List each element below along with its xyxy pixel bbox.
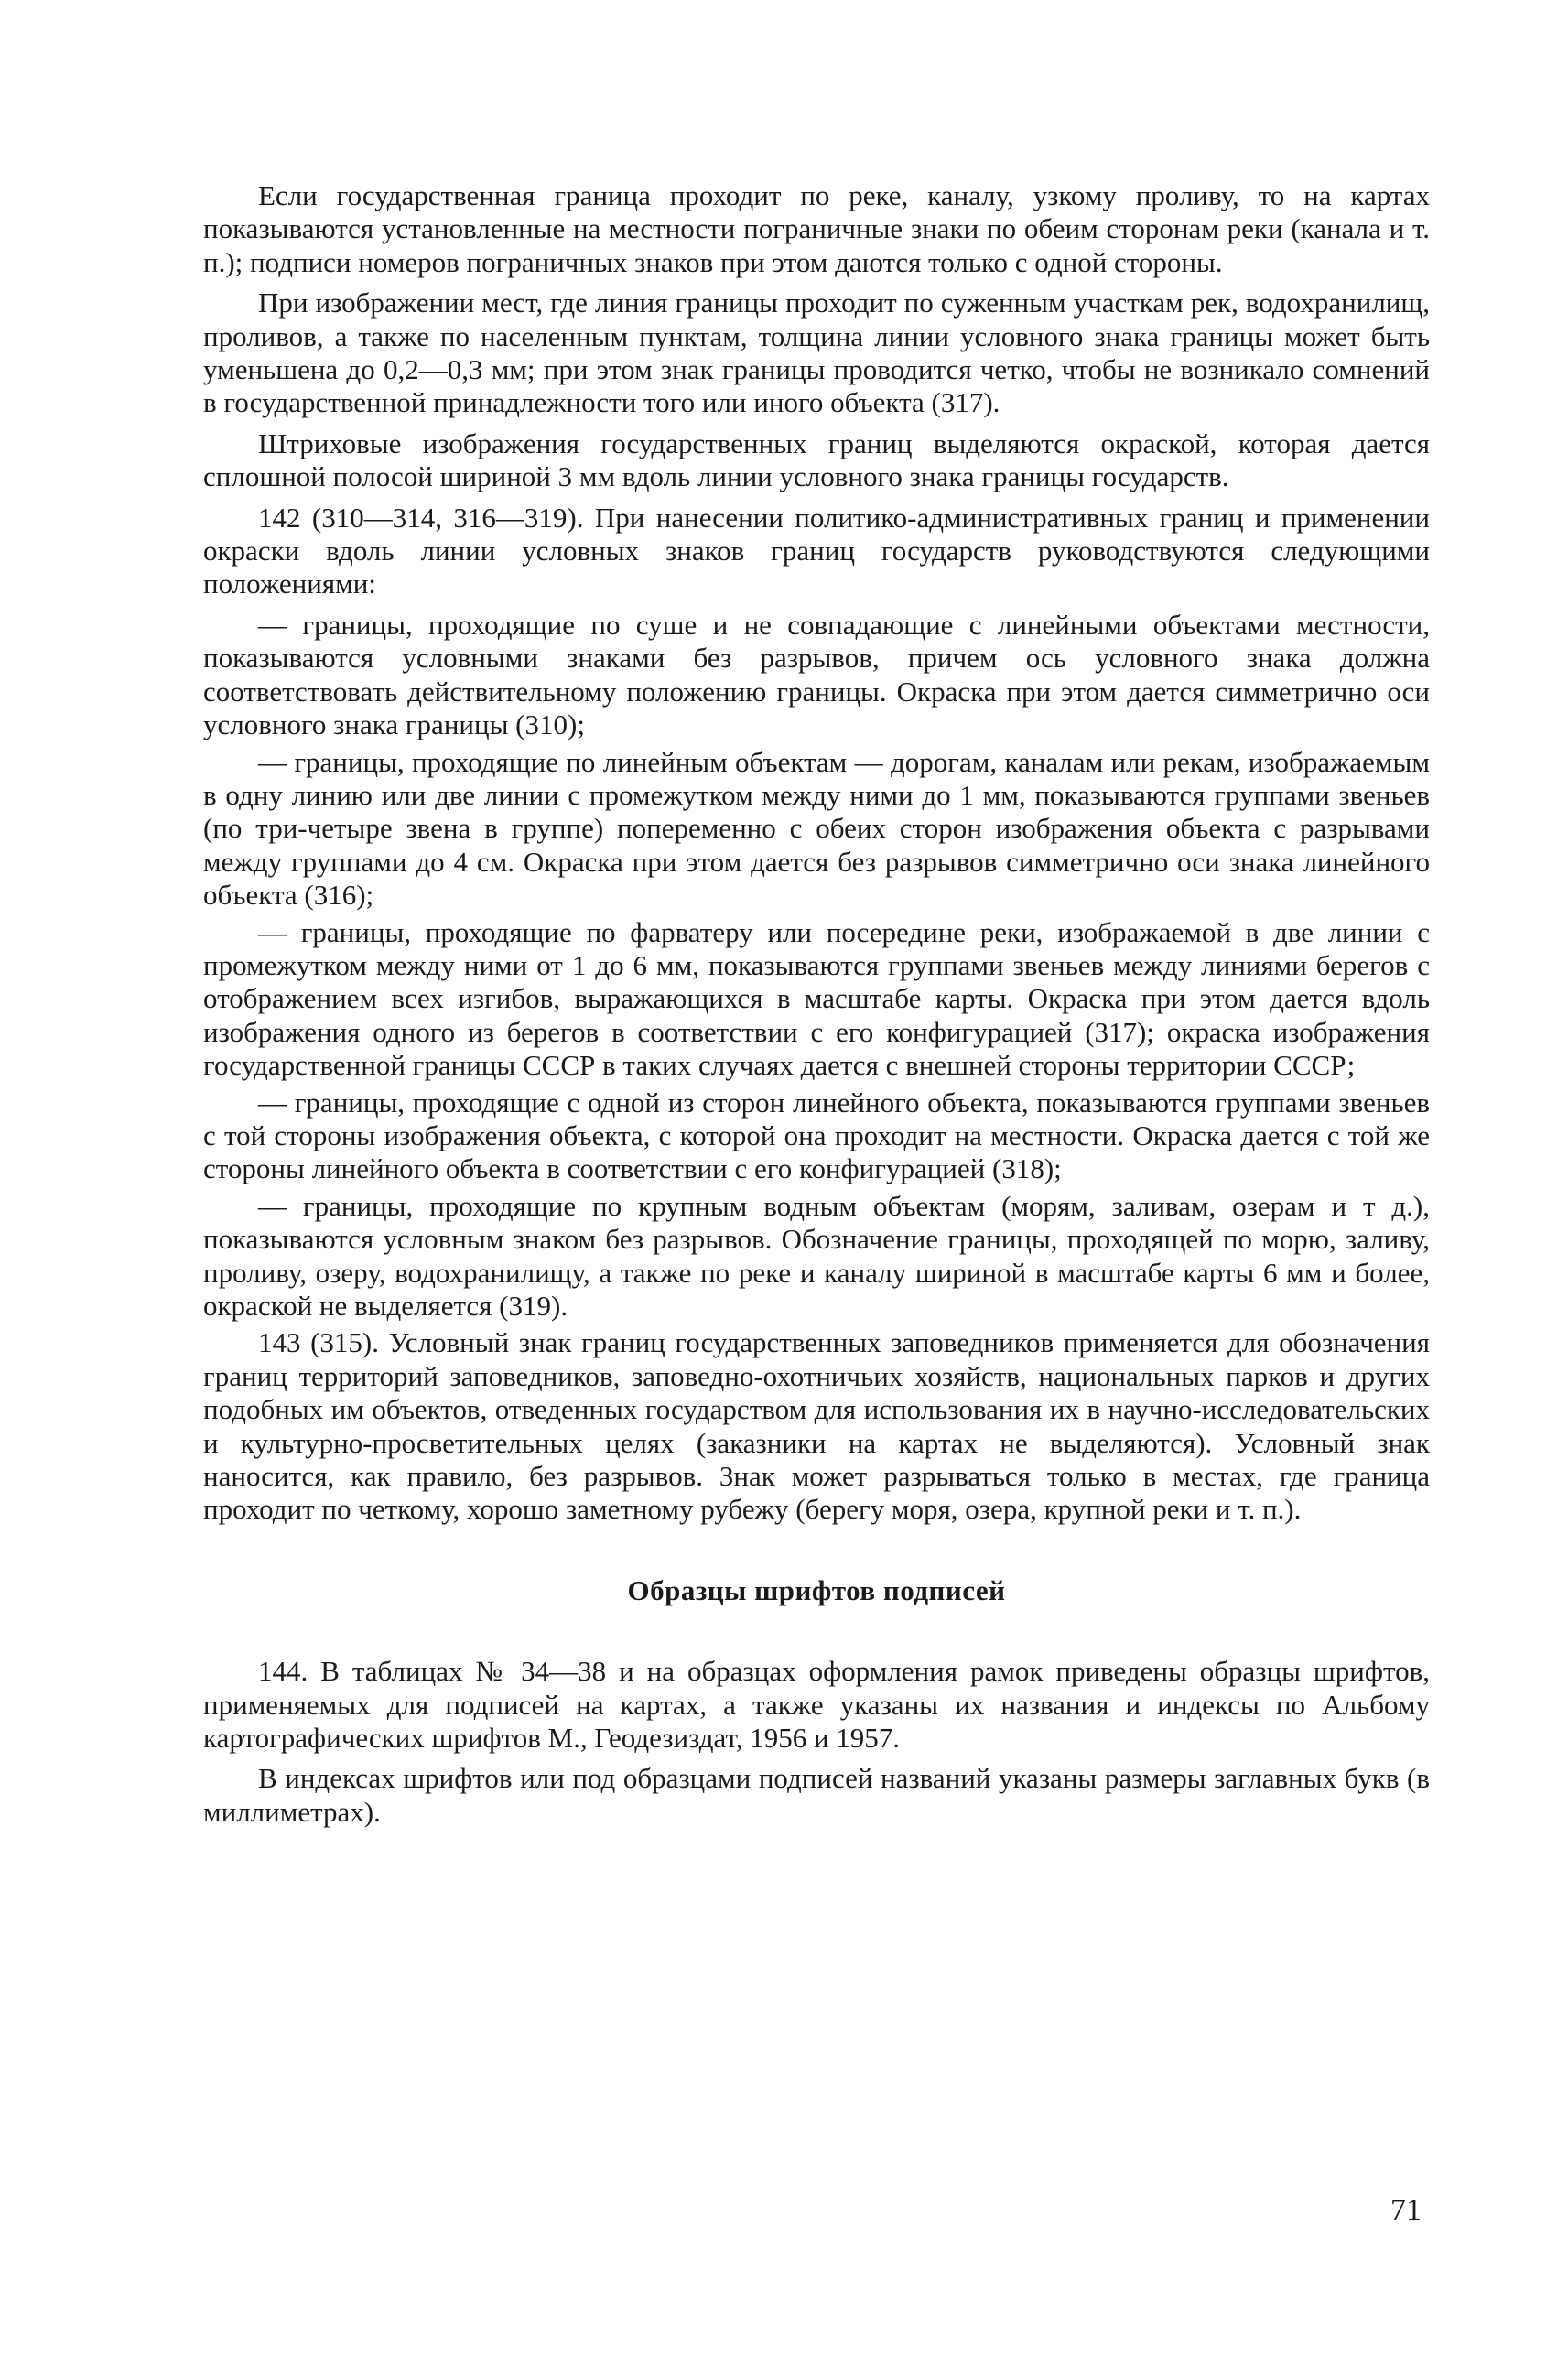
list-item: — границы, проходящие с одной из сторон линейного объекта, показываются группами звеньев с той стороны изображения объекта, с которой она проходит на местности. Окраска дается с той же стороны линейного объекта в соответствии с его конфигурацией (318); <box>203 1086 1430 1185</box>
paragraph-142: 142 (310—314, 316—319). При нанесении политико-административных границ и применении окраски вдоль линии условных знаков границ государств руководствуются следующими положениями: <box>203 501 1430 600</box>
list-item: — границы, проходящие по крупным водным объектам (морям, заливам, озерам и т д.), показываются условным знаком без разрывов. Обозначение границы, проходящей по морю, заливу, проливу, озеру, водохранилищу, а также по реке и каналу шириной в масштабе карты 6 мм и более, окраской не выделяется (319). <box>203 1189 1430 1322</box>
list-item: — границы, проходящие по линейным объектам — дорогам, каналам или рекам, изображаемым в одну линию или две линии с промежутком между ними до 1 мм, показываются группами звеньев (по три-четыре звена в группе) попеременно с обеих сторон изображения объекта с разрывами между группами до 4 см. Окраска при этом дается без разрывов симметрично оси знака линейного объекта (316); <box>203 745 1430 912</box>
paragraph-144: 144. В таблицах № 34—38 и на образцах оформления рамок приведены образцы шрифтов, применяемых для подписей на картах, а также указаны их названия и индексы по Альбому картографических шрифтов М., Геодезиздат, 1956 и 1957. <box>203 1655 1430 1755</box>
paragraph-border-river: Если государственная граница проходит по реке, каналу, узкому проливу, то на картах показываются установленные на местности пограничные знаки по обеим сторонам реки (канала и т. п.); подписи номеров пограничных знаков при этом даются только с одной стороны. <box>203 179 1430 278</box>
paragraph-143: 143 (315). Условный знак границ государственных заповедников применяется для обозначения границ территорий заповедников, заповедно-охотничьих хозяйств, национальных парков и других подобных им объектов, отведенных государством для использования их в научно-исследовательских и культурно-просветительных целях (заказники на картах не выделяются). Условный знак наносится, как правило, без разрывов. Знак может разрываться только в местах, где граница проходит по четкому, хорошо заметному рубежу (берегу моря, озера, крупной реки и т. п.). <box>203 1326 1430 1526</box>
paragraph-hatched-borders: Штриховые изображения государственных границ выделяются окраской, которая дается сплошной полосой шириной 3 мм вдоль линии условного знака границы государств. <box>203 427 1430 493</box>
paragraph-font-indices: В индексах шрифтов или под образцами подписей названий указаны размеры заглавных букв (в миллиметрах). <box>203 1762 1430 1828</box>
list-item: — границы, проходящие по суше и не совпадающие с линейными объектами местности, показываются условными знаками без разрывов, причем ось условного знака должна соответствовать действительному положению границы. Окраска при этом дается симметрично оси условного знака границы (310); <box>203 608 1430 741</box>
paragraph-border-narrow: При изображении мест, где линия границы проходит по суженным участкам рек, водохранилищ, проливов, а также по населенным пунктам, толщина линии условного знака границы может быть уменьшена до 0,2—0,3 мм; при этом знак границы проводится четко, чтобы не возникало сомнений в государственной принадлежности того или иного объекта (317). <box>203 286 1430 419</box>
page-body <box>203 179 1430 1836</box>
list-item: — границы, проходящие по фарватеру или посередине реки, изображаемой в две линии с промежутком между ними от 1 до 6 мм, показываются группами звеньев между линиями берегов с отображением всех изгибов, выражающихся в масштабе карты. Окраска при этом дается вдоль изображения одного из берегов в соответствии с его конфигурацией (317); окраска изображения государственной границы СССР в таких случаях дается с внешней стороны территории СССР; <box>203 915 1430 1082</box>
page-number: 71 <box>1390 2193 1422 2227</box>
section-title: Образцы шрифтов подписей <box>627 1573 1006 1606</box>
